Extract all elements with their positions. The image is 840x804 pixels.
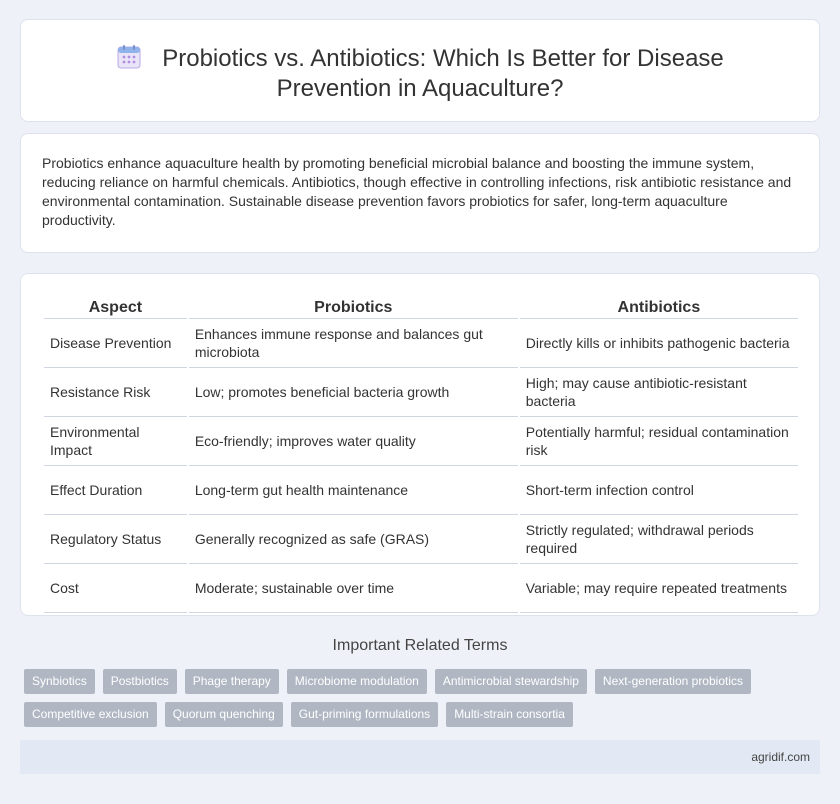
- probiotics-cell: Eco-friendly; improves water quality: [189, 417, 518, 466]
- antibiotics-cell: Strictly regulated; withdrawal periods required: [520, 515, 798, 564]
- aspect-cell: Environmental Impact: [44, 417, 187, 466]
- calendar-icon: [116, 44, 142, 70]
- table-row: [44, 319, 798, 368]
- term-tag[interactable]: Microbiome modulation: [287, 669, 427, 694]
- comparison-table-card: [20, 273, 820, 616]
- antibiotics-cell: Potentially harmful; residual contamination risk: [520, 417, 798, 466]
- intro-paragraph: Probiotics enhance aquaculture health by promoting beneficial microbial balance and boosting the immune system, reducing reliance on harmful chemicals. Antibiotics, though effective in controlling infections, risk antibiotic resistance and environmental contamination. Sustainable disease prevention favors probiotics for safer, long-term aquaculture productivity.: [42, 155, 792, 228]
- table-row: [44, 368, 798, 417]
- table-row: [44, 515, 798, 564]
- probiotics-cell: Enhances immune response and balances gut microbiota: [189, 319, 518, 368]
- aspect-cell: Regulatory Status: [44, 515, 187, 564]
- related-terms-tags: [24, 669, 784, 727]
- header-probiotics: Probiotics: [189, 292, 518, 319]
- term-tag[interactable]: Quorum quenching: [165, 702, 283, 727]
- table-row: [44, 417, 798, 466]
- table-row: [44, 466, 798, 515]
- term-tag[interactable]: Next-generation probiotics: [595, 669, 751, 694]
- page-title: Probiotics vs. Antibiotics: Which Is Better for Disease Prevention in Aquaculture?: [162, 45, 724, 102]
- probiotics-cell: Long-term gut health maintenance: [189, 466, 518, 515]
- aspect-cell: Cost: [44, 564, 187, 613]
- header-antibiotics: Antibiotics: [520, 292, 798, 319]
- intro-card: [20, 133, 820, 253]
- term-tag[interactable]: Competitive exclusion: [24, 702, 157, 727]
- antibiotics-cell: High; may cause antibiotic-resistant bacteria: [520, 368, 798, 417]
- table-row: [44, 564, 798, 613]
- title-card: [20, 19, 820, 122]
- antibiotics-cell: Short-term infection control: [520, 466, 798, 515]
- aspect-cell: Resistance Risk: [44, 368, 187, 417]
- footer-site-link[interactable]: agridif.com: [751, 750, 810, 764]
- term-tag[interactable]: Synbiotics: [24, 669, 95, 694]
- probiotics-cell: Low; promotes beneficial bacteria growth: [189, 368, 518, 417]
- aspect-cell: Disease Prevention: [44, 319, 187, 368]
- footer-bar: [20, 740, 820, 774]
- probiotics-cell: Generally recognized as safe (GRAS): [189, 515, 518, 564]
- header-aspect: Aspect: [44, 292, 187, 319]
- term-tag[interactable]: Antimicrobial stewardship: [435, 669, 587, 694]
- antibiotics-cell: Variable; may require repeated treatments: [520, 564, 798, 613]
- term-tag[interactable]: Multi-strain consortia: [446, 702, 573, 727]
- term-tag[interactable]: Gut-priming formulations: [291, 702, 438, 727]
- probiotics-cell: Moderate; sustainable over time: [189, 564, 518, 613]
- antibiotics-cell: Directly kills or inhibits pathogenic bacteria: [520, 319, 798, 368]
- page-title-row: [21, 44, 819, 104]
- term-tag[interactable]: Phage therapy: [185, 669, 279, 694]
- comparison-table: [42, 292, 800, 613]
- term-tag[interactable]: Postbiotics: [103, 669, 177, 694]
- aspect-cell: Effect Duration: [44, 466, 187, 515]
- related-terms-title: Important Related Terms: [332, 637, 508, 654]
- table-header-row: [44, 292, 798, 319]
